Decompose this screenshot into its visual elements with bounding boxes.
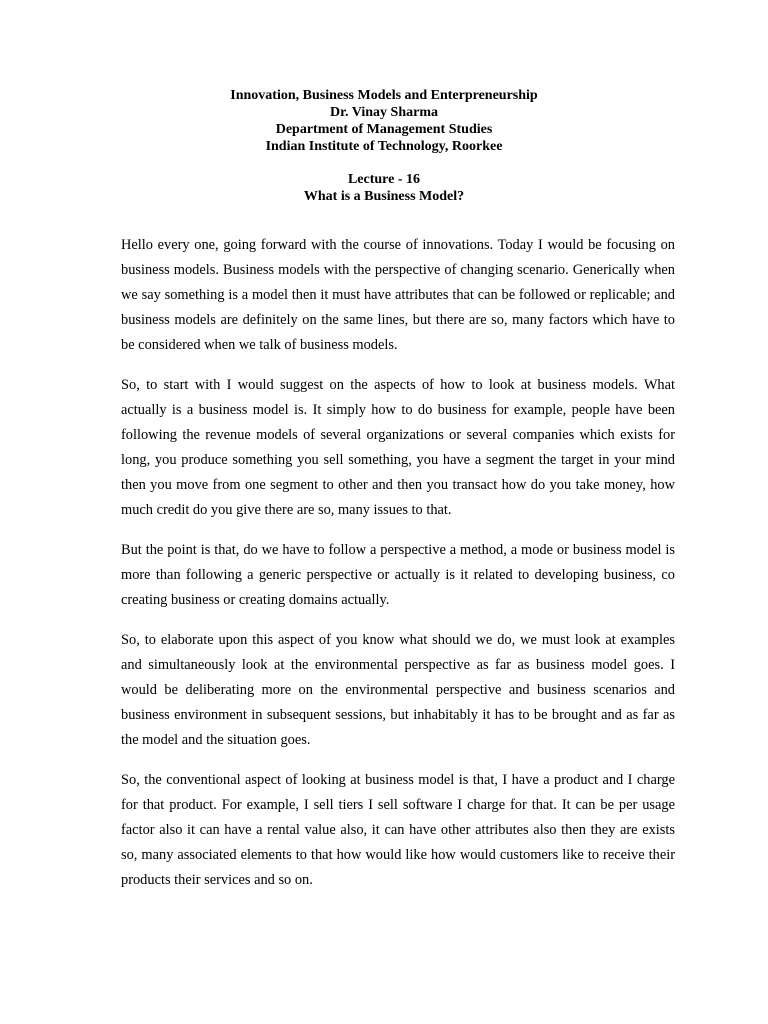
lecture-number: Lecture - 16	[347, 172, 421, 187]
course-title: Innovation, Business Models and Enterpreneurship	[230, 88, 538, 103]
lecture-heading	[0, 171, 768, 205]
paragraph: But the point is that, do we have to follow a perspective a method, a mode or business model is more than following a generic perspective or actually is it related to developing business, co creating business or creating domains actually.	[121, 542, 675, 608]
department-name: Department of Management Studies	[275, 122, 493, 137]
paragraph: So, to elaborate upon this aspect of you know what should we do, we must look at examples and simultaneously look at the environmental perspective as far as business model goes. I would be deliberating more on the environmental perspective and business scenarios and business environment in subsequent sessions, but inhabitably it has to be brought and as far as the model and the situation goes.	[121, 632, 675, 748]
institute-name: Indian Institute of Technology, Roorkee	[265, 139, 503, 154]
document-header	[0, 87, 768, 155]
lecture-title: What is a Business Model?	[303, 189, 465, 204]
paragraph: So, to start with I would suggest on the aspects of how to look at business models. What actually is a business model is. It simply how to do business for example, people have been following the revenue models of several organizations or several companies which exists for long, you produce something you sell something, you have a segment the target in your mind then you move from one segment to other and then you transact how do you take money, how much credit do you give there are so, many issues to that.	[121, 377, 675, 518]
transcript-body	[121, 233, 675, 908]
instructor-name: Dr. Vinay Sharma	[329, 105, 438, 120]
paragraph: So, the conventional aspect of looking at business model is that, I have a product and I charge for that product. For example, I sell tiers I sell software I charge for that. It can be per usage factor also it can have a rental value also, it can have other attributes also then they are exists so, many associated elements to that how would like how would customers like to receive their products their services and so on.	[121, 772, 675, 888]
paragraph: Hello every one, going forward with the course of innovations. Today I would be focusing on business models. Business models with the perspective of changing scenario. Generically when we say something is a model then it must have attributes that can be followed or replicable; and business models are definitely on the same lines, but there are so, many factors which have to be considered when we talk of business models.	[121, 237, 675, 353]
